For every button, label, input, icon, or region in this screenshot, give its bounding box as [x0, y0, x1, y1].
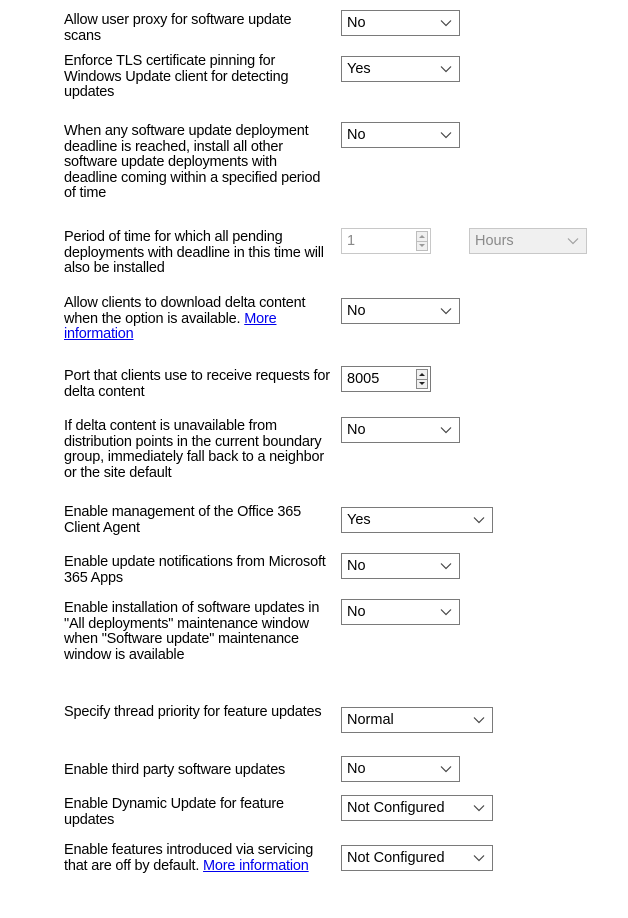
user-proxy-select[interactable]: [341, 10, 460, 36]
maintenance-window-value: No: [347, 604, 366, 620]
office-agent-label: Enable management of the Office 365 Client Agent: [64, 504, 301, 536]
spinner-buttons[interactable]: [416, 369, 428, 389]
delta-port-value: 8005: [347, 371, 380, 387]
chevron-down-icon: [438, 124, 454, 146]
delta-port-spinner[interactable]: [341, 366, 431, 392]
dynamic-update-select[interactable]: [341, 795, 493, 821]
servicing-features-label: [64, 843, 332, 874]
servicing-features-value: Not Configured: [347, 850, 445, 866]
office-agent-value: Yes: [347, 512, 371, 528]
spinner-buttons[interactable]: [416, 231, 428, 251]
thread-priority-label: Specify thread priority for feature updates: [64, 704, 322, 720]
thread-priority-value: Normal: [347, 712, 394, 728]
chevron-down-icon: [438, 758, 454, 780]
maintenance-window-label: Enable installation of software updates in "All deployments" maintenance window when "Software update" maintenance window is available: [64, 600, 320, 663]
pending-period-unit-value: Hours: [475, 233, 514, 249]
chevron-down-icon: [565, 230, 581, 252]
tls-pinning-select[interactable]: [341, 56, 460, 82]
maintenance-window-select[interactable]: [341, 599, 460, 625]
tls-pinning-label: Enforce TLS certificate pinning for Windows Update client for detecting updates: [64, 53, 289, 100]
m365-notifications-label: Enable update notifications from Microsoft 365 Apps: [64, 554, 326, 586]
dynamic-update-value: Not Configured: [347, 800, 445, 816]
thread-priority-select[interactable]: [341, 707, 493, 733]
chevron-down-icon: [438, 58, 454, 80]
deadline-install-select[interactable]: [341, 122, 460, 148]
chevron-down-icon: [438, 419, 454, 441]
user-proxy-label: Allow user proxy for software update scans: [64, 12, 292, 44]
chevron-down-icon: [471, 709, 487, 731]
spinner-down-icon[interactable]: [417, 379, 427, 388]
delta-port-label: Port that clients use to receive requests for delta content: [64, 368, 330, 400]
third-party-select[interactable]: [341, 756, 460, 782]
office-agent-select[interactable]: [341, 507, 493, 533]
deadline-install-label: When any software update deployment deadline is reached, install all other software update deployments with deadline coming within a specified period of time: [64, 123, 321, 201]
pending-period-spinner[interactable]: [341, 228, 431, 254]
chevron-down-icon: [471, 797, 487, 819]
pending-period-unit-select[interactable]: [469, 228, 587, 254]
chevron-down-icon: [438, 601, 454, 623]
user-proxy-value: No: [347, 15, 366, 31]
delta-fallback-value: No: [347, 422, 366, 438]
pending-period-label: Period of time for which all pending deployments with deadline in this time will also be installed: [64, 229, 324, 276]
m365-notifications-select[interactable]: [341, 553, 460, 579]
delta-fallback-select[interactable]: [341, 417, 460, 443]
delta-download-text: Allow clients to download delta content when the option is available.: [64, 295, 306, 327]
servicing-features-select[interactable]: [341, 845, 493, 871]
chevron-down-icon: [471, 509, 487, 531]
deadline-install-value: No: [347, 127, 366, 143]
pending-period-value: 1: [347, 233, 356, 249]
dynamic-update-label: Enable Dynamic Update for feature updates: [64, 796, 284, 828]
delta-download-label: [64, 296, 332, 343]
delta-download-value: No: [347, 303, 366, 319]
chevron-down-icon: [438, 555, 454, 577]
delta-fallback-label: If delta content is unavailable from distribution points in the current boundary group, immediately fall back to a neighbor or the site default: [64, 418, 324, 481]
m365-notifications-value: No: [347, 558, 366, 574]
chevron-down-icon: [471, 847, 487, 869]
chevron-down-icon: [438, 12, 454, 34]
servicing-features-text: Enable features introduced via servicing that are off by default.: [64, 842, 314, 874]
spinner-down-icon[interactable]: [417, 241, 427, 250]
chevron-down-icon: [438, 300, 454, 322]
third-party-label: Enable third party software updates: [64, 762, 286, 778]
tls-pinning-value: Yes: [347, 61, 371, 77]
delta-download-select[interactable]: [341, 298, 460, 324]
more-information-link[interactable]: More information: [203, 857, 309, 874]
third-party-value: No: [347, 761, 366, 777]
more-information-link[interactable]: More information: [64, 310, 277, 342]
